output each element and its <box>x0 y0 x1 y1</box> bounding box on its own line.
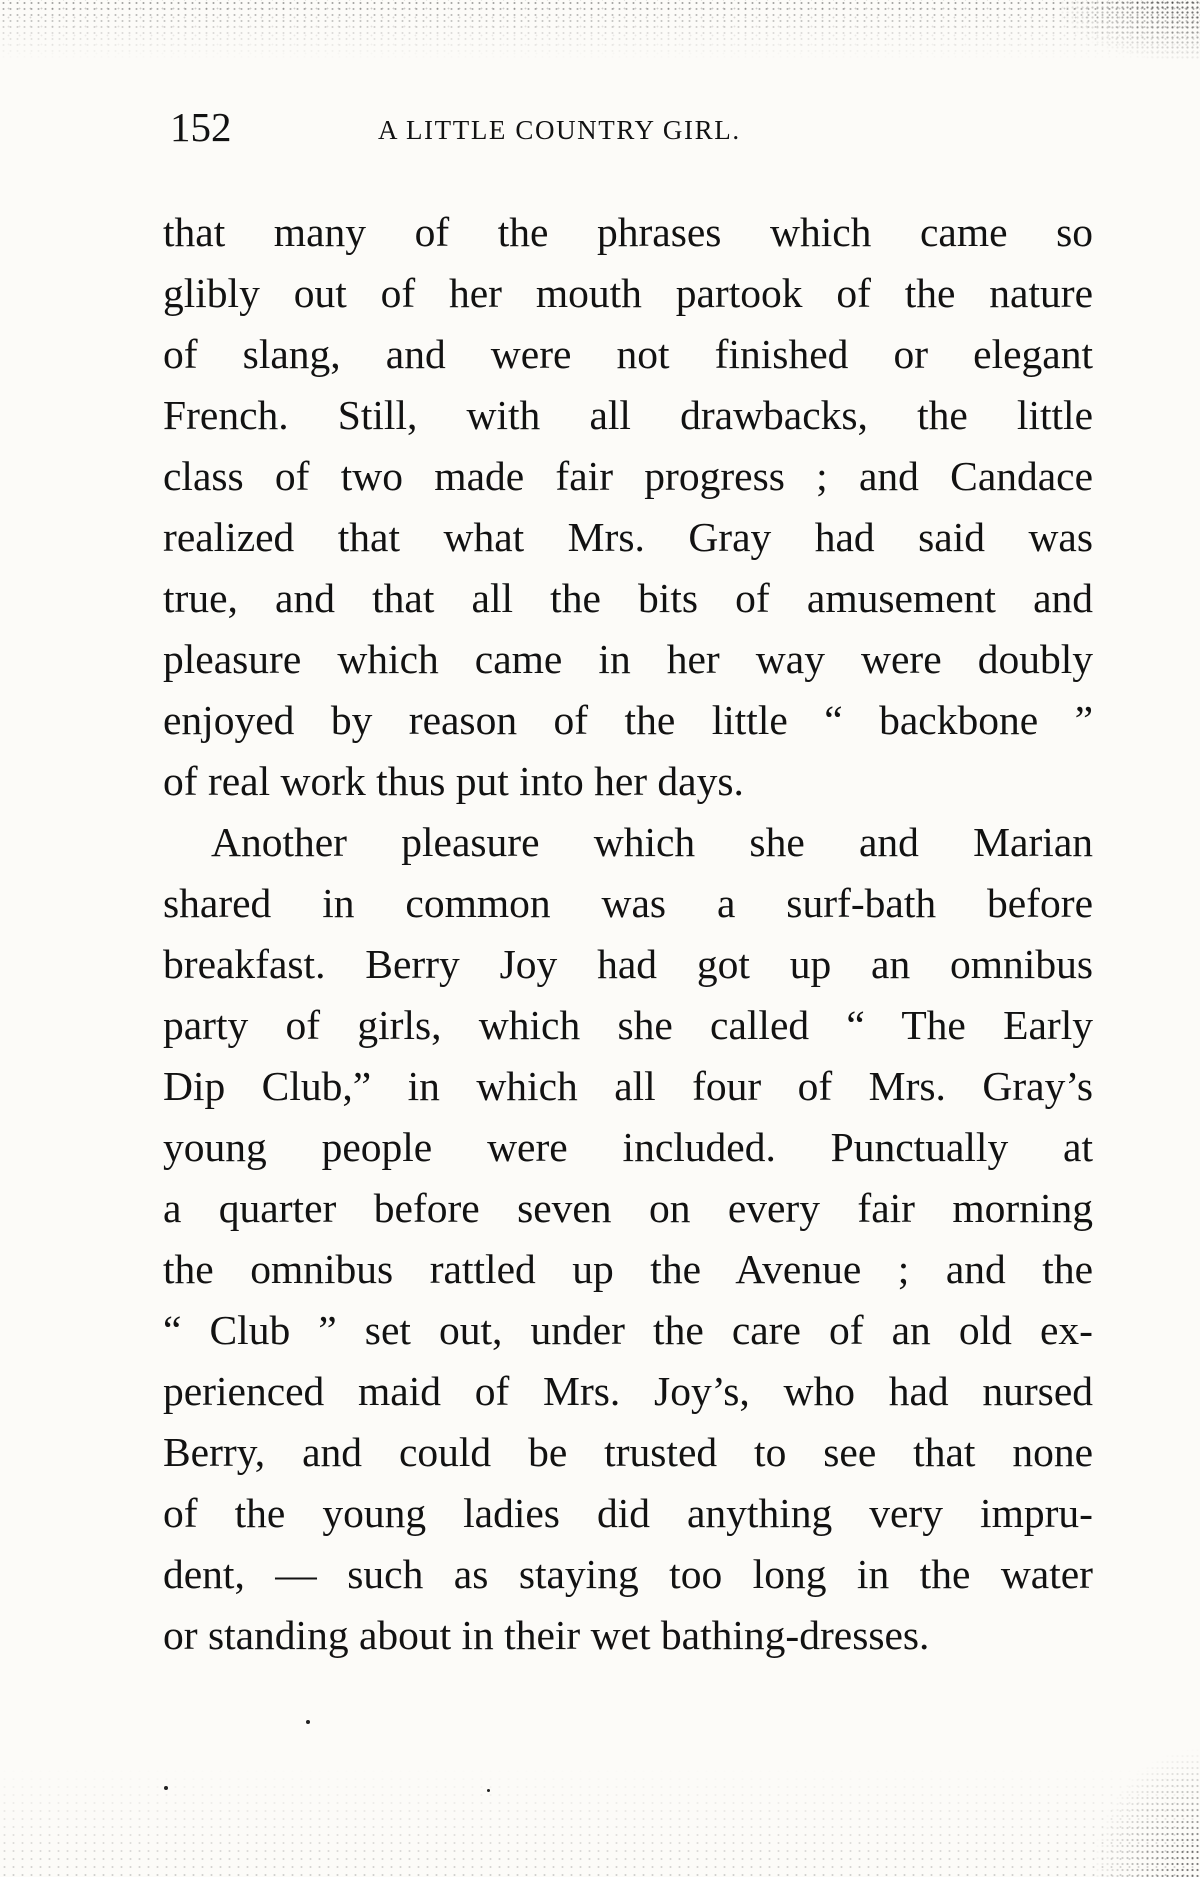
scan-speck <box>487 1789 490 1792</box>
text-line: that many of the phrases which came so <box>163 209 1093 255</box>
text-line: Dip Club,” in which all four of Mrs. Gray’s <box>163 1063 1093 1109</box>
body-text <box>163 202 1093 1666</box>
scan-noise-bottom-corner <box>1090 1747 1200 1877</box>
text-line: the omnibus rattled up the Avenue ; and the <box>163 1246 1093 1292</box>
text-line: glibly out of her mouth partook of the nature <box>163 270 1093 316</box>
text-line: young people were included. Punctually at <box>163 1124 1093 1170</box>
text-line: realized that what Mrs. Gray had said was <box>163 514 1093 560</box>
text-line: French. Still, with all drawbacks, the little <box>163 392 1093 438</box>
running-title: A LITTLE COUNTRY GIRL. <box>378 115 741 145</box>
text-line: of the young ladies did anything very impru- <box>163 1490 1093 1536</box>
text-line: shared in common was a surf-bath before <box>163 880 1093 926</box>
text-line: a quarter before seven on every fair morning <box>163 1185 1093 1231</box>
scan-speck <box>164 1786 168 1790</box>
text-line: dent, — such as staying too long in the water <box>163 1551 1093 1597</box>
text-line: or standing about in their wet bathing-dresses. <box>163 1612 930 1658</box>
text-line: pleasure which came in her way were doubly <box>163 636 1093 682</box>
scan-speck <box>306 1720 310 1724</box>
scan-noise-top <box>0 0 1200 60</box>
text-line: enjoyed by reason of the little “ backbone ” <box>163 697 1093 743</box>
scan-noise-top-corner <box>1060 0 1200 60</box>
paragraph-start-line: Another pleasure which she and Marian <box>211 819 1093 865</box>
text-line: true, and that all the bits of amusement and <box>163 575 1093 621</box>
text-line: perienced maid of Mrs. Joy’s, who had nursed <box>163 1368 1093 1414</box>
text-line: “ Club ” set out, under the care of an old ex- <box>163 1307 1093 1353</box>
running-head <box>170 102 930 152</box>
text-line: of slang, and were not finished or elegant <box>163 331 1093 377</box>
text-line: of real work thus put into her days. <box>163 758 744 804</box>
text-line: Berry, and could be trusted to see that none <box>163 1429 1093 1475</box>
text-line: breakfast. Berry Joy had got up an omnibus <box>163 941 1093 987</box>
text-line: party of girls, which she called “ The Early <box>163 1002 1093 1048</box>
text-line: class of two made fair progress ; and Candace <box>163 453 1093 499</box>
scan-noise-bottom <box>0 1767 1200 1877</box>
page-number: 152 <box>170 104 232 150</box>
